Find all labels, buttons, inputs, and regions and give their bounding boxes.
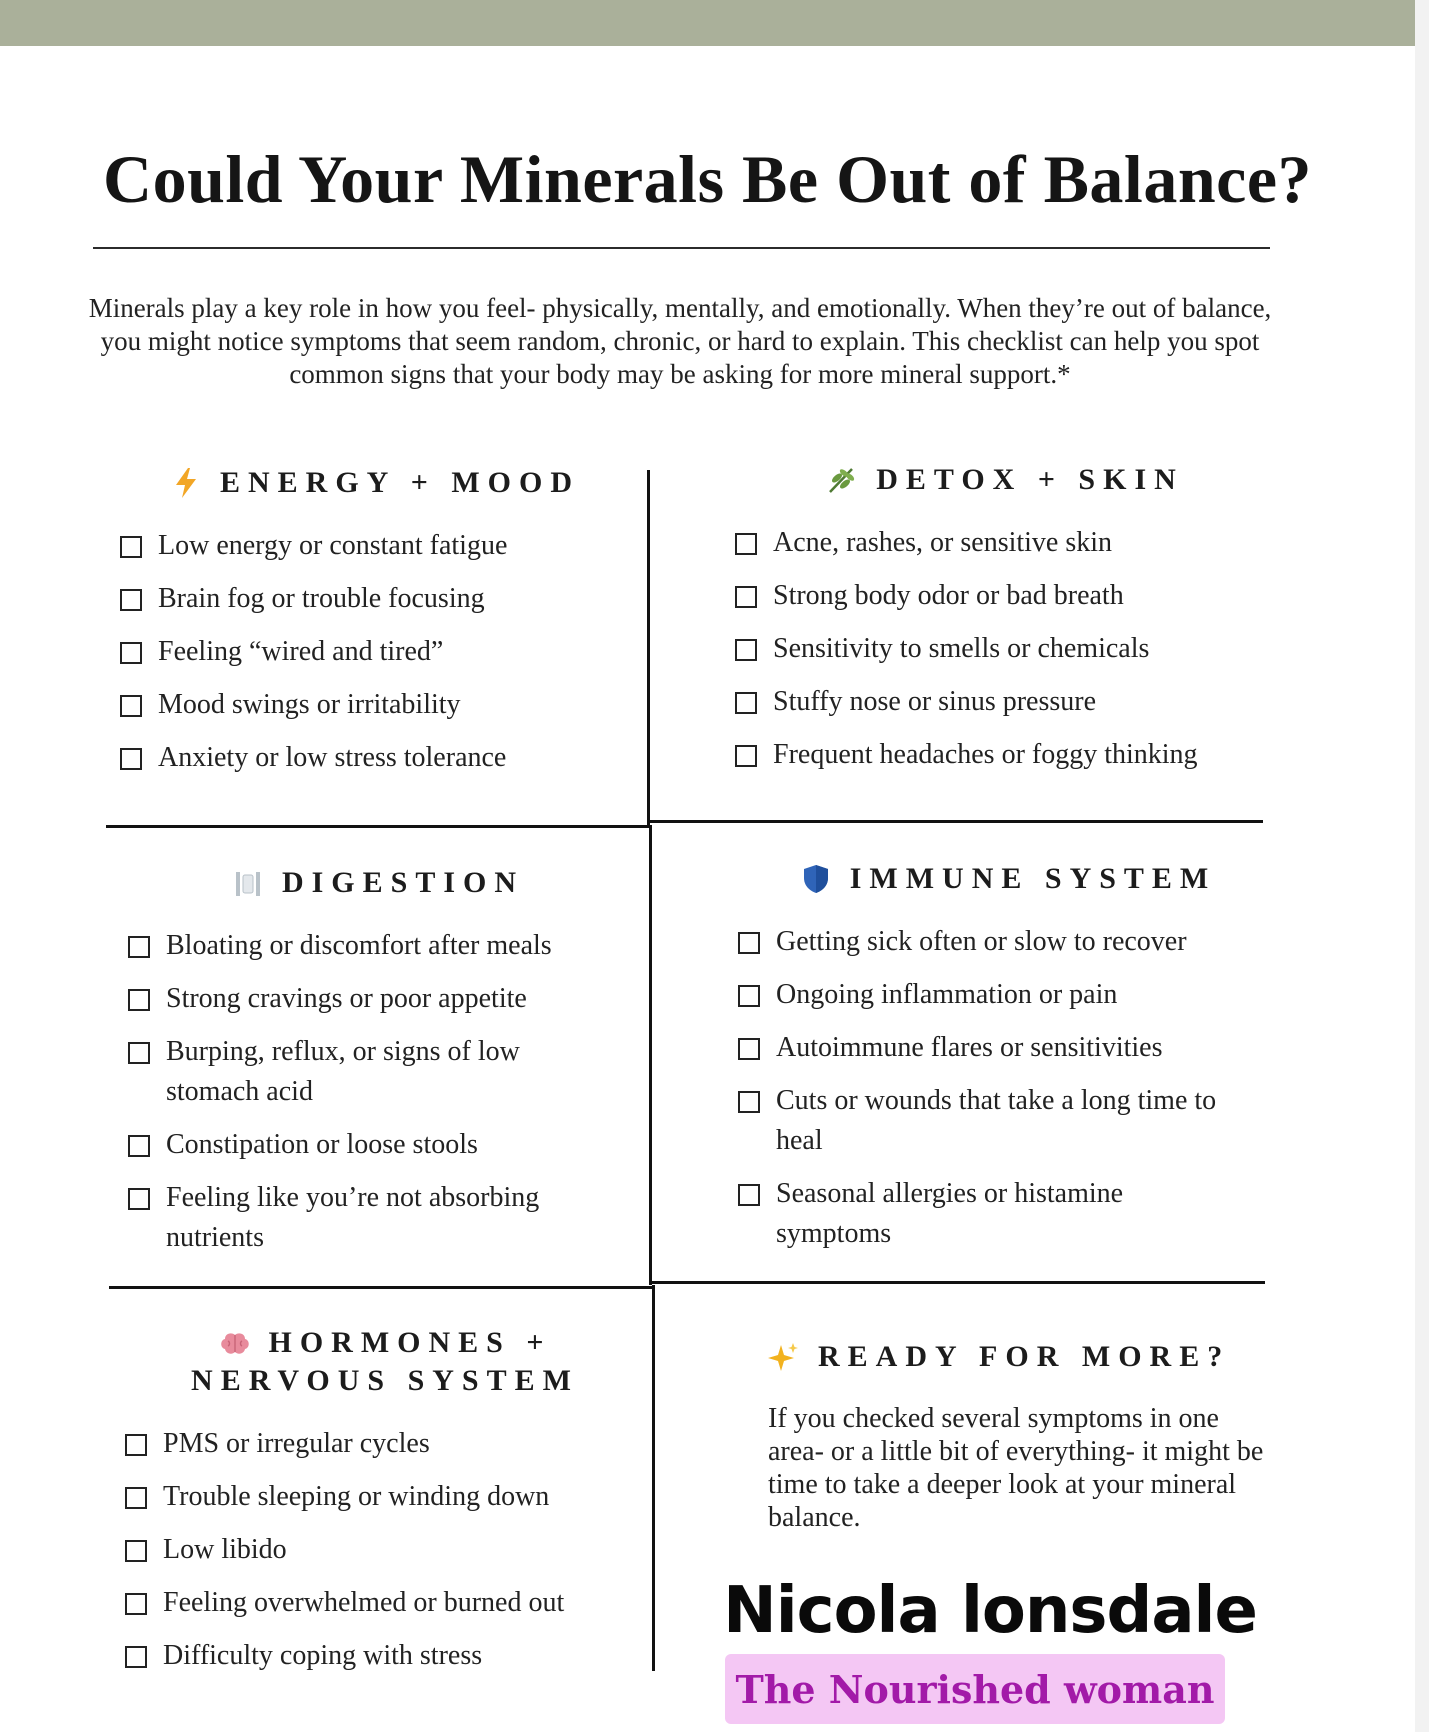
section-heading: [125, 1326, 645, 1398]
checklist-item[interactable]: [128, 1032, 628, 1112]
grid-vertical-divider-upper: [647, 470, 650, 825]
checkbox[interactable]: [738, 1091, 760, 1113]
checkbox[interactable]: [125, 1593, 147, 1615]
section-heading-label-line2: NERVOUS SYSTEM: [191, 1364, 579, 1397]
checklist-item-label: Ongoing inflammation or pain: [776, 979, 1118, 1010]
checkbox[interactable]: [125, 1434, 147, 1456]
checklist-item-label: Seasonal allergies or histamine symptoms: [776, 1178, 1124, 1249]
section-heading-label-line1: HORMONES +: [268, 1326, 552, 1359]
checklist-item[interactable]: [128, 979, 628, 1019]
brand-tagline: The Nourished woman: [735, 1666, 1215, 1712]
checkbox[interactable]: [735, 745, 757, 767]
section-heading-label: ENERGY + MOOD: [220, 466, 580, 499]
checkbox[interactable]: [738, 932, 760, 954]
section-heading-label: DIGESTION: [281, 866, 525, 899]
checklist-item[interactable]: [738, 922, 1278, 962]
section-immune-system: [738, 862, 1278, 1267]
checklist-item[interactable]: [738, 1028, 1278, 1068]
checklist-item-label: Stuffy nose or sinus pressure: [773, 686, 1097, 717]
title-divider: [93, 247, 1270, 249]
section-energy-mood: [120, 466, 630, 791]
checkbox[interactable]: [128, 936, 150, 958]
checkbox[interactable]: [120, 589, 142, 611]
checklist-item[interactable]: [735, 682, 1275, 722]
checklist-item[interactable]: [738, 975, 1278, 1015]
checklist-item-label: Burping, reflux, or signs of low stomach acid: [166, 1036, 520, 1107]
checklist-item-label: Mood swings or irritability: [158, 689, 461, 720]
checklist-item[interactable]: [125, 1636, 645, 1676]
section-heading: [738, 862, 1278, 896]
checklist-item[interactable]: [128, 1178, 628, 1258]
section-heading: [128, 866, 628, 900]
checklist-item[interactable]: [120, 526, 630, 566]
brand-tagline-badge: [725, 1654, 1225, 1724]
checklist-item[interactable]: [735, 735, 1275, 775]
checklist-item-label: Brain fog or trouble focusing: [158, 583, 485, 614]
shield-icon: [800, 863, 832, 895]
checkbox[interactable]: [125, 1646, 147, 1668]
checkbox[interactable]: [128, 1188, 150, 1210]
lightning-icon: [170, 467, 202, 499]
checkbox[interactable]: [120, 695, 142, 717]
checklist-item[interactable]: [125, 1530, 645, 1570]
checkbox[interactable]: [735, 533, 757, 555]
checkbox[interactable]: [738, 1184, 760, 1206]
checklist-item-label: Trouble sleeping or winding down: [163, 1481, 550, 1512]
grid-horizontal-divider-1-right: [648, 820, 1263, 823]
ready-for-more-text: If you checked several symptoms in one area- or a little bit of everything- it might be time to take a deeper look at your mineral balance.: [768, 1403, 1264, 1533]
checklist-item-label: PMS or irregular cycles: [163, 1428, 430, 1459]
checkbox[interactable]: [738, 1038, 760, 1060]
checklist-item[interactable]: [738, 1081, 1278, 1161]
checklist-item[interactable]: [738, 1174, 1278, 1254]
checklist-item-label: Frequent headaches or foggy thinking: [773, 739, 1198, 770]
checklist-item[interactable]: [125, 1424, 645, 1464]
section-heading-label: READY FOR MORE?: [818, 1340, 1231, 1373]
checklist-item[interactable]: [735, 629, 1275, 669]
checklist-item-label: Constipation or loose stools: [166, 1129, 478, 1160]
checklist-item[interactable]: [120, 738, 630, 778]
checklist-item-label: Bloating or discomfort after meals: [166, 930, 552, 961]
checkbox[interactable]: [735, 639, 757, 661]
checkbox[interactable]: [125, 1487, 147, 1509]
checklist-item[interactable]: [120, 579, 630, 619]
checklist: [738, 922, 1278, 1254]
checklist-item[interactable]: [120, 685, 630, 725]
checkbox[interactable]: [128, 1042, 150, 1064]
intro-paragraph: Minerals play a key role in how you feel- physically, mentally, and emotionally. When they’re out of balance, you might notice symptoms that seem random, chronic, or hard to explain. This checklist can help you spot common signs that your body may be asking for more mineral support.*: [88, 293, 1272, 389]
top-band: [0, 0, 1415, 46]
grid-vertical-divider-lower: [652, 1285, 655, 1671]
checklist: [125, 1424, 645, 1676]
checkbox[interactable]: [738, 985, 760, 1007]
checklist: [735, 523, 1275, 775]
checklist-item-label: Strong cravings or poor appetite: [166, 983, 527, 1014]
checkbox[interactable]: [120, 748, 142, 770]
section-detox-skin: [735, 463, 1275, 788]
section-heading-label: IMMUNE SYSTEM: [849, 862, 1217, 895]
checklist-item[interactable]: [120, 632, 630, 672]
checkbox[interactable]: [128, 989, 150, 1011]
checkbox[interactable]: [120, 642, 142, 664]
checkbox[interactable]: [128, 1135, 150, 1157]
checklist-item[interactable]: [735, 576, 1275, 616]
checkbox[interactable]: [735, 692, 757, 714]
sparkles-icon: [768, 1341, 800, 1373]
section-hormones-nervous-system: [125, 1326, 645, 1689]
grid-horizontal-divider-2-right: [651, 1281, 1265, 1284]
checklist-item-label: Feeling “wired and tired”: [158, 636, 444, 667]
checklist: [128, 926, 628, 1258]
checklist-item-label: Autoimmune flares or sensitivities: [776, 1032, 1163, 1063]
checklist-item[interactable]: [128, 1125, 628, 1165]
brand-name: Nicola lonsdale: [723, 1574, 1257, 1648]
checklist-item-label: Low energy or constant fatigue: [158, 530, 508, 561]
section-heading-label: DETOX + SKIN: [876, 463, 1184, 496]
checklist-item-label: Acne, rashes, or sensitive skin: [773, 527, 1113, 558]
checklist: [120, 526, 630, 778]
grid-horizontal-divider-2-left: [109, 1286, 654, 1289]
checklist-item[interactable]: [735, 523, 1275, 563]
checklist-item[interactable]: [125, 1477, 645, 1517]
checkbox[interactable]: [120, 536, 142, 558]
section-heading: [120, 466, 630, 500]
checklist-item-label: Getting sick often or slow to recover: [776, 926, 1187, 957]
page-edge: [1415, 0, 1429, 1732]
checklist-item-label: Anxiety or low stress tolerance: [158, 742, 507, 773]
checklist-item-label: Feeling like you’re not absorbing nutrients: [166, 1182, 540, 1253]
checklist-item[interactable]: [128, 926, 628, 966]
section-digestion: [128, 866, 628, 1271]
checklist-item[interactable]: [125, 1583, 645, 1623]
section-ready-for-more: [768, 1340, 1268, 1534]
section-heading: [768, 1340, 1268, 1374]
page-title: Could Your Minerals Be Out of Balance?: [102, 141, 1313, 217]
grid-vertical-divider-middle: [649, 825, 652, 1285]
checklist-item-label: Difficulty coping with stress: [163, 1640, 483, 1671]
herb-icon: [826, 464, 858, 496]
checkbox[interactable]: [125, 1540, 147, 1562]
checklist-item-label: Sensitivity to smells or chemicals: [773, 633, 1150, 664]
checklist-item-label: Feeling overwhelmed or burned out: [163, 1587, 565, 1618]
section-heading: [735, 463, 1275, 497]
grid-horizontal-divider-1-left: [106, 825, 651, 828]
utensils-icon: [232, 867, 264, 899]
checklist-item-label: Low libido: [163, 1534, 287, 1565]
checkbox[interactable]: [735, 586, 757, 608]
checklist-item-label: Strong body odor or bad breath: [773, 580, 1124, 611]
checklist-item-label: Cuts or wounds that take a long time to heal: [776, 1085, 1217, 1156]
brain-icon: [219, 1327, 251, 1359]
